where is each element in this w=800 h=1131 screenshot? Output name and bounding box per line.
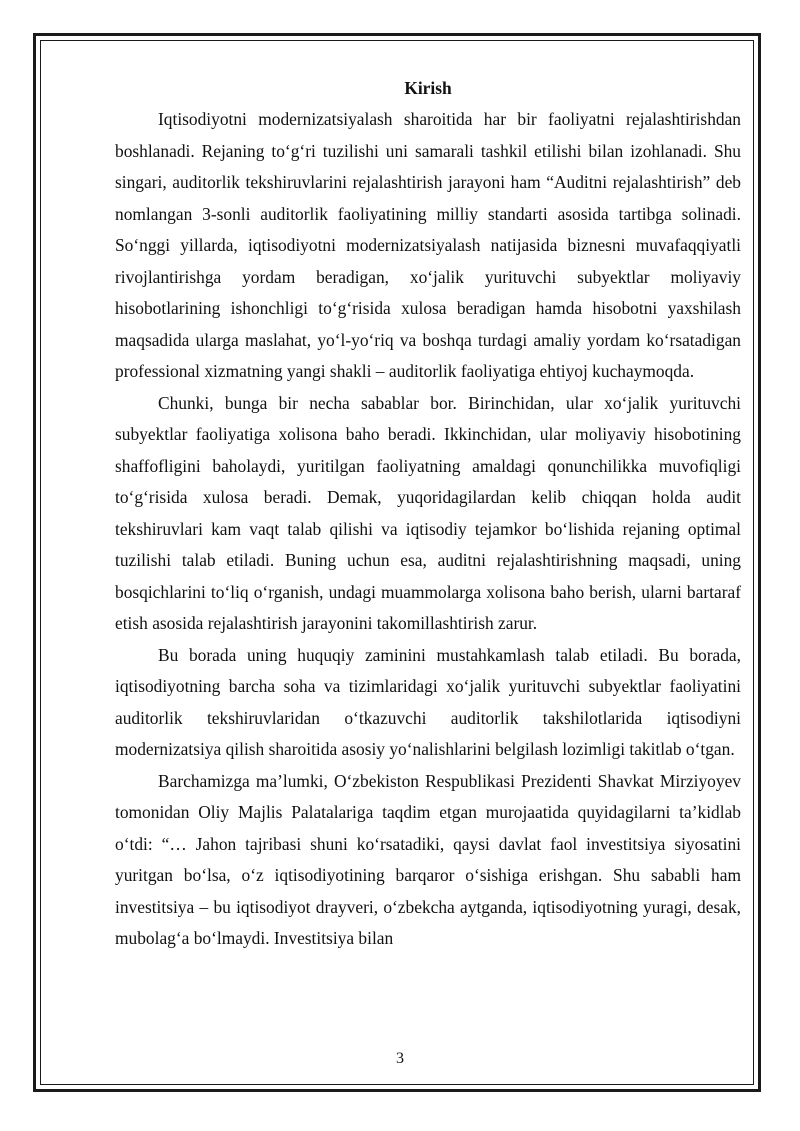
paragraph-1: Iqtisodiyotni modernizatsiyalash sharoitida har bir faoliyatni rejalashtirishdan boshlanadi. Rejaning to‘g‘ri tuzilishi uni samarali tashkil etilishi bilan izohlanadi. Shu singari, auditorlik tekshiruvlarini rejalashtirish jarayoni ham “Auditni rejalashtirish” deb nomlangan 3-sonli auditorlik faoliyatining milliy standarti asosida tartibga solinadi. So‘nggi yillarda, iqtisodiyotni modernizatsiyalash natijasida biznesni muvafaqqiyatli rivojlantirishga yordam beradigan, xo‘jalik yurituvchi subyektlar moliyaviy hisobotlarining ishonchligi to‘g‘risida xulosa beradigan hamda hisobotni yaxshilash maqsadida ularga maslahat, yo‘l-yo‘riq va boshqa turdagi amaliy yordam ko‘rsatadigan professional xizmatning yangi shakli – auditorlik faoliyatiga ehtiyoj kuchaymoqda. (115, 109, 741, 381)
paragraph-4: Barchamizga ma’lumki, O‘zbekiston Respublikasi Prezidenti Shavkat Mirziyoyev tomonidan Oliy Majlis Palatalariga taqdim etgan murojaatida quyidagilarni ta’kidlab o‘tdi: “… Jahon tajribasi shuni ko‘rsatadiki, qaysi davlat faol investitsiya siyosatini yuritgan bo‘lsa, o‘z iqtisodiyotining barqaror o‘sishiga erishgan. Shu sababli ham investitsiya – bu iqtisodiyot drayveri, o‘zbekcha aytganda, iqtisodiyotning yuragi, desak, mubolag‘a bo‘lmaydi. Investitsiya bilan (115, 770, 741, 948)
paragraph-3: Bu borada uning huquqiy zaminini mustahkamlash talab etiladi. Bu borada, iqtisodiyotning barcha soha va tizimlaridagi xo‘jalik yurituvchi subyektlar faoliyatini auditorlik tekshiruvlaridan o‘tkazuvchi auditorlik takshilotlarida iqtisodiyni modernizatsiya qilish sharoitida asosiy yo‘nalishlarini belgilash lozimligi takitlab o‘tgan. (115, 644, 741, 759)
page-content (115, 74, 741, 955)
paragraph-2: Chunki, bunga bir necha sabablar bor. Birinchidan, ular xo‘jalik yurituvchi subyektlar faoliyatiga xolisona baho beradi. Ikkinchidan, ular moliyaviy hisobotining shaffofligini baholaydi, yuritilgan faoliyatning amaldagi qonunchilikka muvofiqligi to‘g‘risida xulosa beradi. Demak, yuqoridagilardan kelib chiqqan holda audit tekshiruvlari kam vaqt talab qilishi va iqtisodiy tejamkor bo‘lishida rejaning optimal tuzilishi talab etiladi. Buning uchun esa, auditni rejalashtirishning maqsadi, uning bosqichlarini to‘liq o‘rganish, undagi muammolarga xolisona baho berish, ularni bartaraf etish asosida rejalashtirish jarayonini takomillashtirish zarur. (115, 392, 741, 633)
page-number: 3 (396, 1050, 404, 1067)
section-title: Kirish (404, 78, 452, 98)
